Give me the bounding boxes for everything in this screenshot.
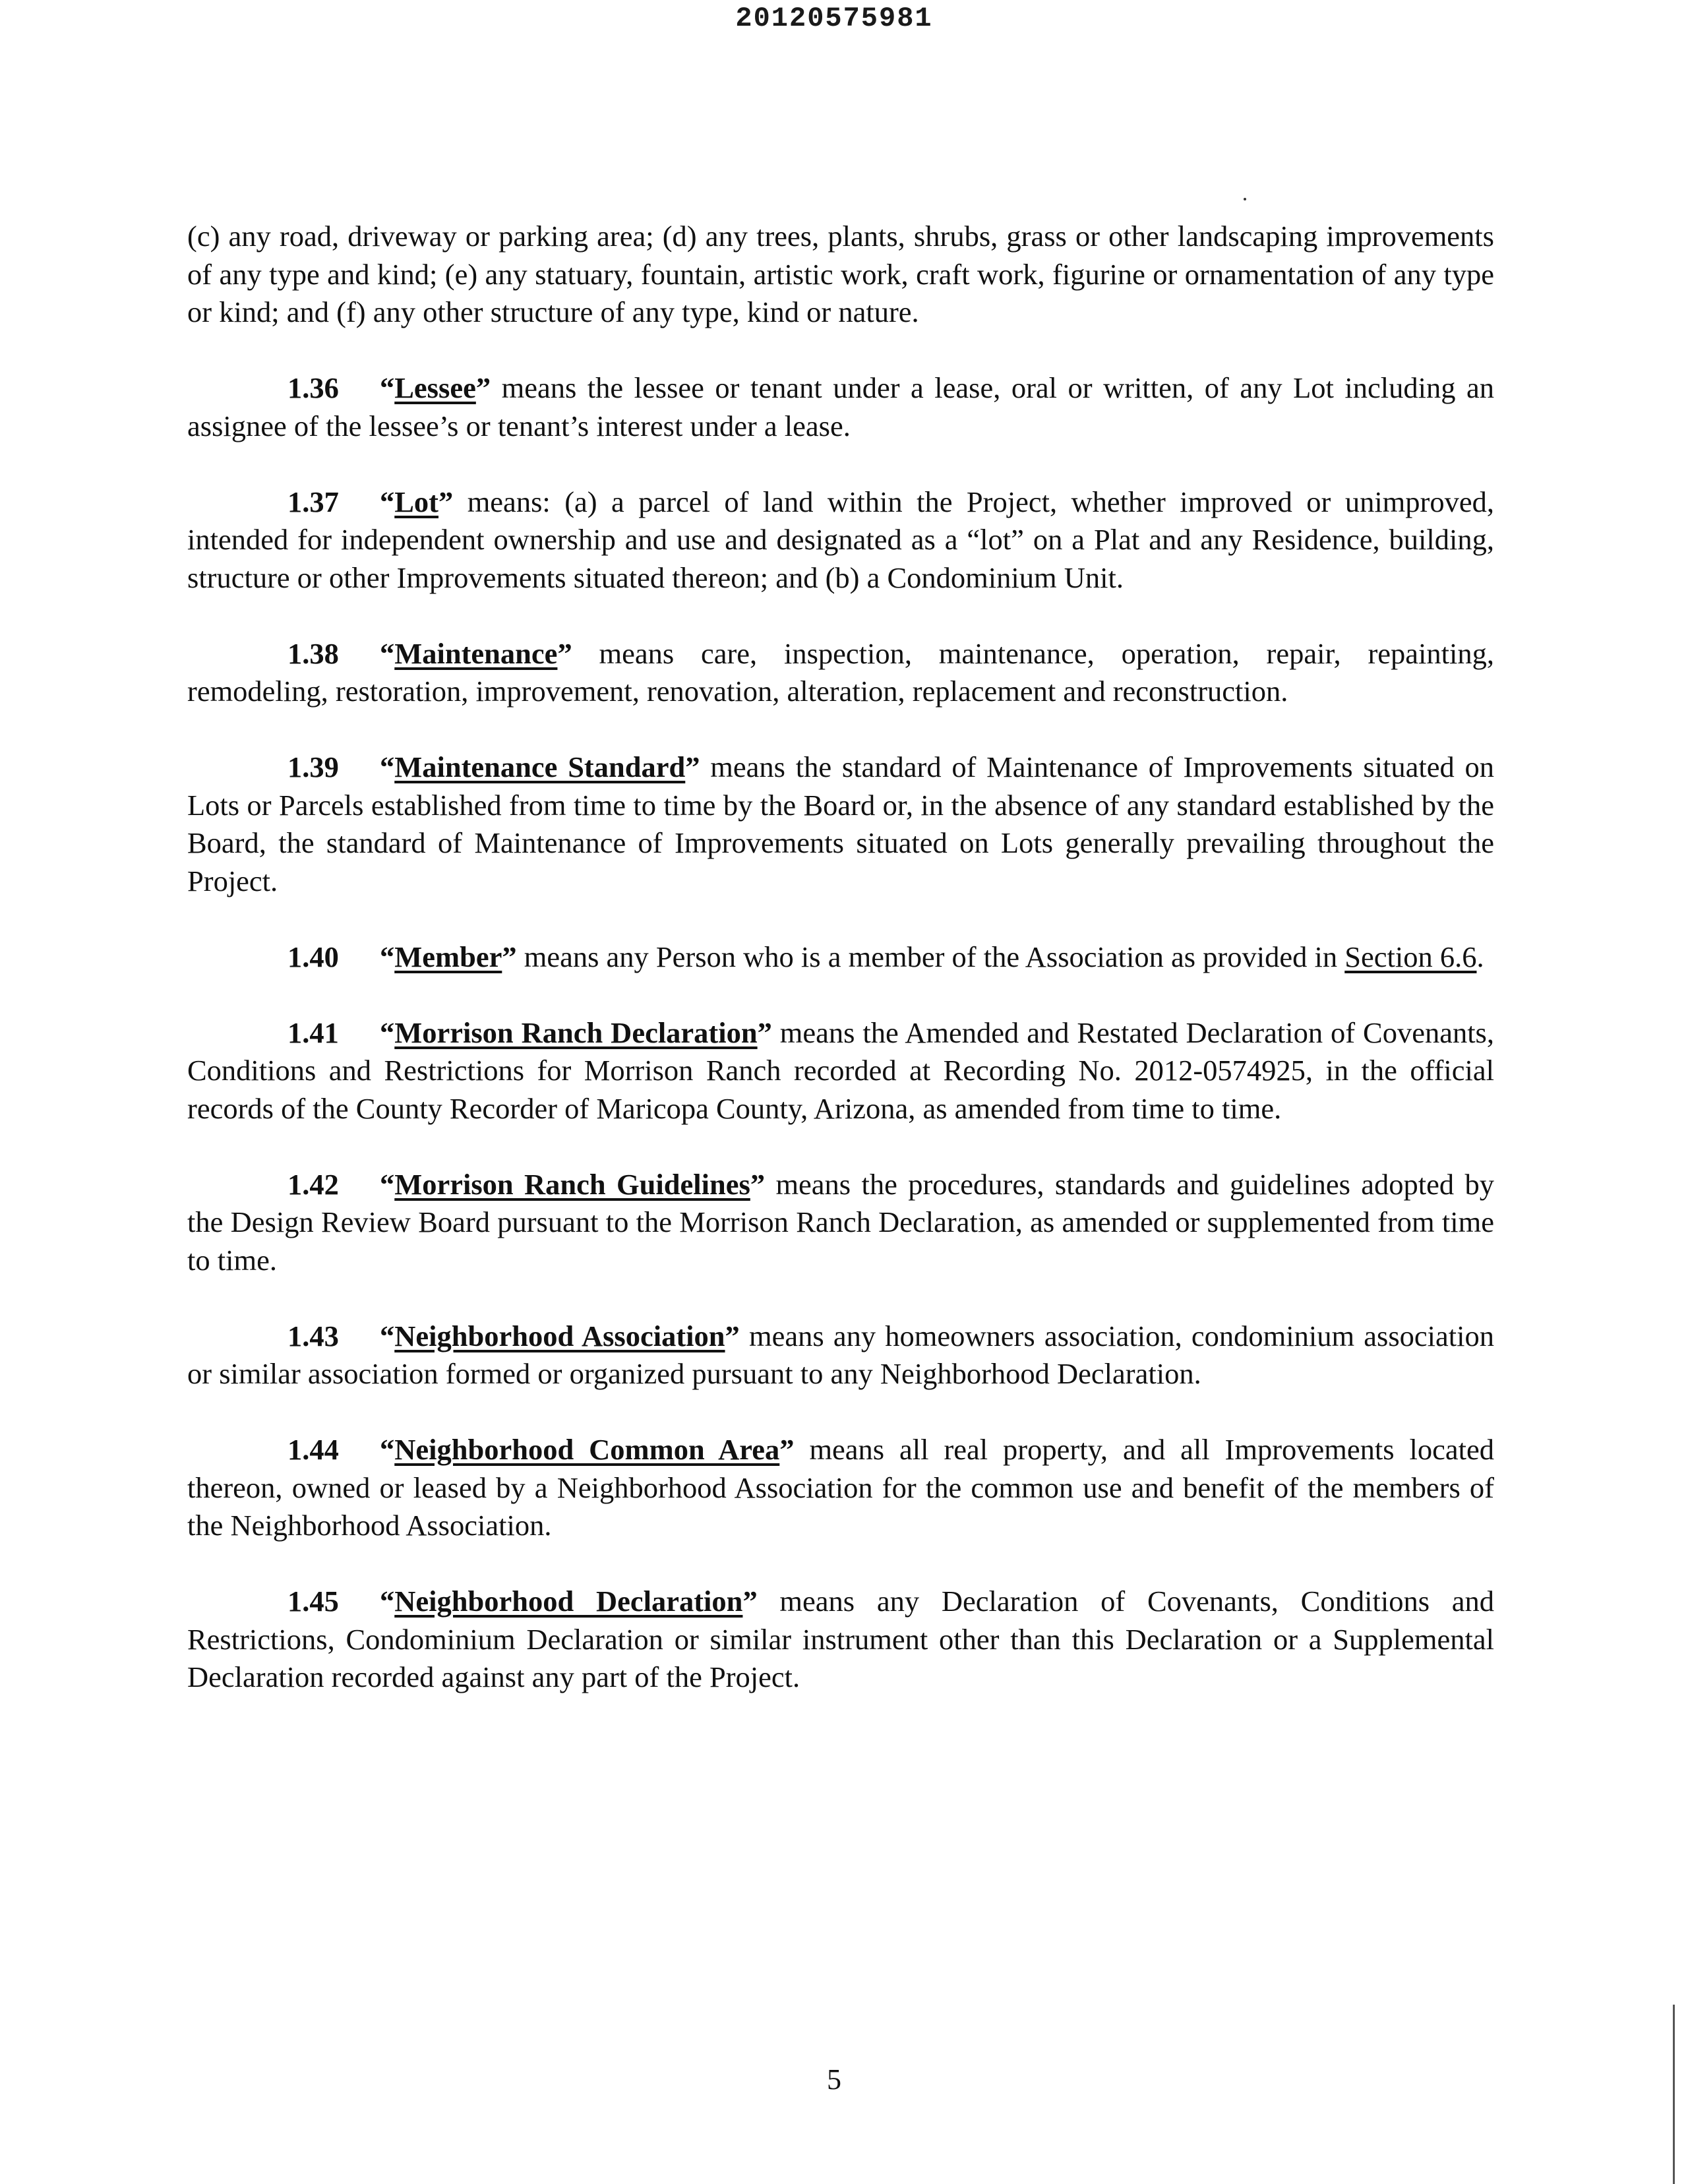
definition-1-44 — [187, 1431, 1494, 1545]
definition-text: means the standard of Maintenance of Improvements situated on Lots or Parcels established from time to time by the Board or, in the absence of any standard established by the Board, the standard of Maintenance of Improvements situated on Lots generally prevailing throughout the Project. — [187, 750, 1495, 897]
defined-term: “Maintenance” — [380, 636, 572, 670]
defined-term: “Neighborhood Declaration” — [380, 1585, 758, 1618]
scan-edge-line — [1673, 2005, 1675, 2184]
scan-speck — [1244, 198, 1246, 200]
defined-term: “Morrison Ranch Declaration” — [380, 1016, 772, 1049]
definition-text: means any Person who is a member of the Association as provided in — [516, 940, 1345, 973]
section-number: 1.38 — [287, 636, 339, 670]
section-number: 1.41 — [287, 1016, 339, 1049]
section-cross-reference[interactable]: Section 6.6 — [1344, 940, 1477, 973]
section-number: 1.42 — [287, 1167, 339, 1201]
definition-text: means the lessee or tenant under a lease, oral or written, of any Lot including an assignee of the lessee’s or tenant’s interest under a lease. — [187, 371, 1494, 442]
definition-1-42 — [187, 1166, 1494, 1280]
section-number: 1.43 — [287, 1319, 339, 1352]
definition-text: means care, inspection, maintenance, operation, repair, repainting, remodeling, restoration, improvement, renovation, alteration, replacement and reconstruction. — [187, 636, 1494, 708]
definition-1-40 — [187, 938, 1494, 977]
defined-term: “Neighborhood Common Area” — [380, 1433, 795, 1466]
defined-term: “Neighborhood Association” — [380, 1319, 740, 1352]
definition-1-36 — [187, 369, 1494, 445]
definition-1-43 — [187, 1318, 1494, 1393]
defined-term: “Maintenance Standard” — [380, 750, 700, 783]
continuation-paragraph: (c) any road, driveway or parking area; (d) any trees, plants, shrubs, grass or other landscaping improvements of any type and kind; (e) any statuary, fountain, artistic work, craft work, figurine or ornamentation of any type or kind; and (f) any other structure of any type, kind or nature. — [187, 220, 1494, 328]
section-number: 1.36 — [287, 371, 339, 404]
definition-1-41 — [187, 1014, 1494, 1128]
defined-term: “Lessee” — [380, 371, 491, 404]
recording-number: 20120575981 — [735, 3, 933, 34]
definition-1-45 — [187, 1583, 1494, 1697]
definition-text: means all real property, and all Improvements located thereon, owned or leased by a Neighborhood Association for the common use and benefit of the members of the Neighborhood Association. — [187, 1433, 1495, 1542]
definition-1-38 — [187, 635, 1494, 711]
definition-1-39 — [187, 748, 1494, 900]
definition-text: means any homeowners association, condominium association or similar association formed or organized pursuant to any Neighborhood Declaration. — [187, 1319, 1494, 1390]
definition-1-37 — [187, 483, 1494, 597]
document-body — [187, 218, 1494, 1734]
section-number: 1.45 — [287, 1585, 339, 1618]
definition-text: means: (a) a parcel of land within the Project, whether improved or unimproved, intended for independent ownership and use and designated as a “lot” on a Plat and any Residence, building, structure or other Improvements situated thereon; and (b) a Condominium Unit. — [187, 485, 1494, 594]
page-number: 5 — [827, 2063, 841, 2096]
defined-term: “Member” — [380, 940, 517, 973]
definition-text: means the Amended and Restated Declaration of Covenants, Conditions and Restrictions for Morrison Ranch recorded at Recording No. 2012-0574925, in the official records of the County Recorder of Maricopa County, Arizona, as amended from time to time. — [187, 1016, 1494, 1125]
section-number: 1.37 — [287, 485, 339, 518]
section-number: 1.40 — [287, 940, 339, 973]
defined-term: “Morrison Ranch Guidelines” — [380, 1167, 766, 1201]
definition-text-tail: . — [1476, 940, 1484, 973]
defined-term: “Lot” — [380, 485, 454, 518]
section-number: 1.44 — [287, 1433, 339, 1466]
definition-text: means any Declaration of Covenants, Conditions and Restrictions, Condominium Declaration or similar instrument other than this Declaration or a Supplemental Declaration recorded against any part of the Project. — [187, 1585, 1495, 1693]
definition-text: means the procedures, standards and guidelines adopted by the Design Review Board pursuant to the Morrison Ranch Declaration, as amended or supplemented from time to time. — [187, 1167, 1494, 1277]
section-number: 1.39 — [287, 750, 339, 783]
